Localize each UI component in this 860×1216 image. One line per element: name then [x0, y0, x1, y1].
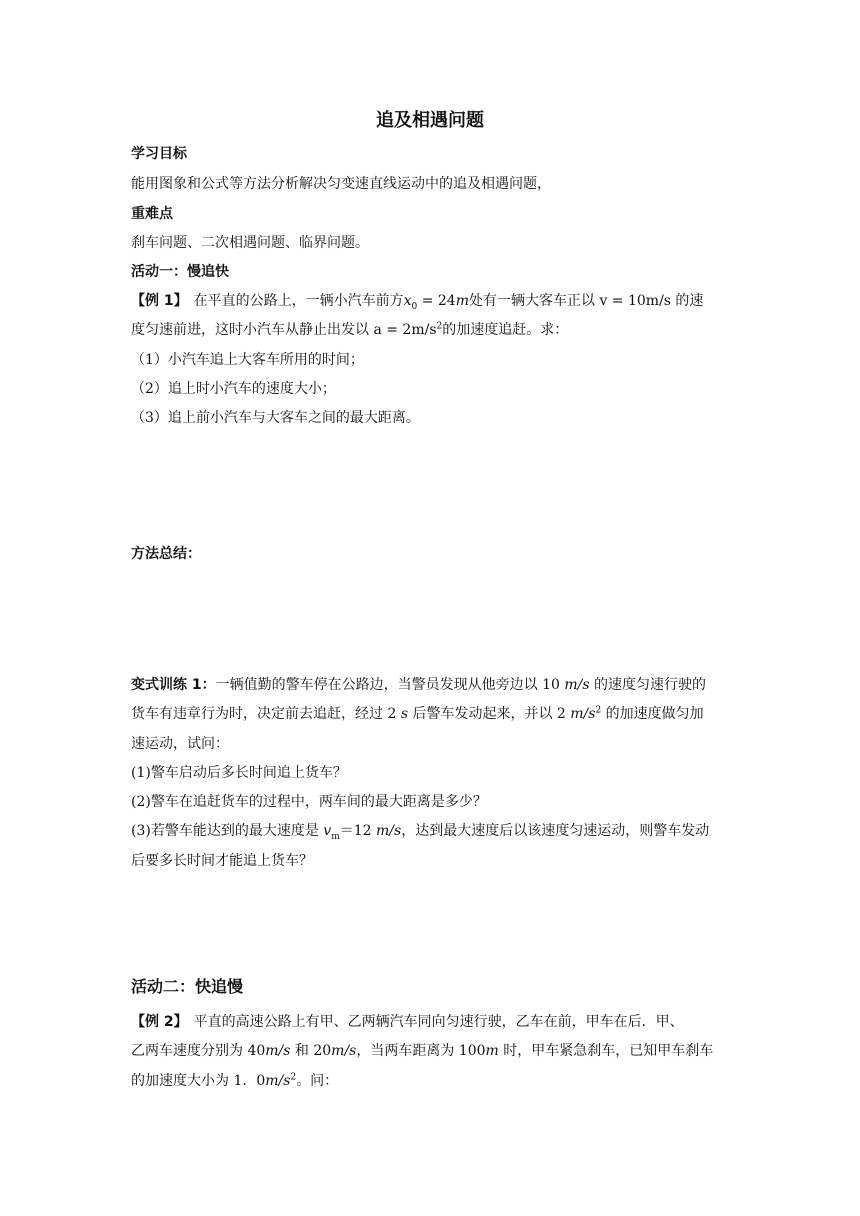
example2-line2 — [131, 1041, 713, 1061]
example1-line2-end: 的加速度追赶。求： — [442, 322, 569, 338]
objectives-heading: 学习目标 — [131, 146, 187, 162]
example2-line1 — [131, 1012, 684, 1032]
speed-unit-b: m/s — [331, 1043, 357, 1059]
vm-subscript: m — [331, 831, 340, 842]
example2-text: 平直的高速公路上有甲、乙两辆汽车同向匀速行驶，乙车在前，甲车在后．甲、 — [193, 1014, 684, 1030]
accel-unit: m/s — [570, 706, 596, 722]
decel-unit: m/s — [265, 1073, 291, 1089]
example2-label: 【例 2】 — [131, 1014, 188, 1030]
variant1-question3 — [131, 821, 709, 841]
example1-line1 — [131, 291, 703, 311]
example1-line2-text: 度匀速前进，这时小汽车从静止出发以 a = 2m/s — [131, 322, 437, 338]
variant1-text: 一辆值勤的警车停在公路边，当警员发现从他旁边以 10 — [215, 677, 565, 693]
example2-line2-mid: 和 20 — [290, 1043, 332, 1059]
example2-line3 — [131, 1071, 338, 1091]
variant1-line2-mid: 后警车发动起来，并以 2 — [408, 706, 571, 722]
distance-unit: m — [485, 1043, 499, 1059]
squared-superscript: 2 — [436, 321, 443, 332]
example1-label: 【例 1】 — [131, 293, 188, 309]
example1-question2: （2）追上时小汽车的速度大小； — [131, 381, 336, 397]
variant1-question3-line2: 后要多长时间才能追上货车？ — [131, 853, 313, 869]
speed-unit-a: m/s — [265, 1043, 291, 1059]
example1-question1: （1）小汽车追上大客车所用的时间； — [131, 352, 364, 368]
variant1-q3-text-cont: ，达到最大速度后以该速度匀速运动，则警车发动 — [401, 823, 710, 839]
speed-unit: m/s — [564, 677, 590, 693]
variant1-line2 — [131, 704, 704, 724]
x0-value: = 24 — [417, 293, 456, 309]
objectives-text: 能用图象和公式等方法分析解决匀变速直线运动中的追及相遇问题， — [131, 176, 551, 192]
method-summary-label: 方法总结： — [131, 546, 201, 562]
example2-line3-text: 的加速度大小为 1．0 — [131, 1073, 266, 1089]
page-title: 追及相遇问题 — [376, 110, 484, 131]
activity2-heading: 活动二：快追慢 — [131, 977, 244, 996]
example1-text-cont: 处有一辆大客车正以 v = 10m/s 的速 — [469, 293, 704, 309]
variant1-line1 — [131, 675, 706, 695]
variant1-line3: 速运动，试问： — [131, 736, 229, 752]
variant1-text-cont: 的速度匀速行驶的 — [589, 677, 706, 693]
example1-question3: （3）追上前小汽车与大客车之间的最大距离。 — [131, 410, 420, 426]
example1-text: 在平直的公路上，一辆小汽车前方 — [193, 293, 404, 309]
variant1-label: 变式训练 1： — [131, 677, 216, 693]
x0-subscript: 0 — [411, 301, 418, 312]
example2-line2-mid2: ，当两车距离为 100 — [356, 1043, 486, 1059]
variant1-line2-text: 货车有违章行为时，决定前去追赶，经过 2 — [131, 706, 401, 722]
activity1-heading: 活动一：慢追快 — [131, 264, 229, 280]
variant1-question2: (2)警车在追赶货车的过程中，两车间的最大距离是多少？ — [131, 794, 487, 810]
example2-line3-end: 。问： — [296, 1073, 339, 1089]
meter-unit: m — [455, 293, 469, 309]
example2-line2-text: 乙两车速度分别为 40 — [131, 1043, 266, 1059]
accel-superscript: 2 — [595, 705, 602, 716]
example2-line2-end: 时，甲车紧急刹车，已知甲车刹车 — [498, 1043, 714, 1059]
second-unit: s — [400, 706, 408, 722]
key-points-heading: 重难点 — [131, 206, 173, 222]
example1-line2 — [131, 320, 568, 340]
decel-superscript: 2 — [290, 1072, 297, 1083]
variant1-question1: (1)警车启动后多长时间追上货车？ — [131, 765, 347, 781]
variant1-line2-end: 的加速度做匀加 — [601, 706, 704, 722]
vm-value: ＝12 — [339, 823, 377, 839]
key-points-text: 刹车问题、二次相遇问题、临界问题。 — [131, 235, 369, 251]
x0-symbol: x — [403, 293, 412, 309]
vm-unit: m/s — [376, 823, 402, 839]
vm-symbol: v — [323, 823, 332, 839]
variant1-q3-text: (3)若警车能达到的最大速度是 — [131, 823, 324, 839]
